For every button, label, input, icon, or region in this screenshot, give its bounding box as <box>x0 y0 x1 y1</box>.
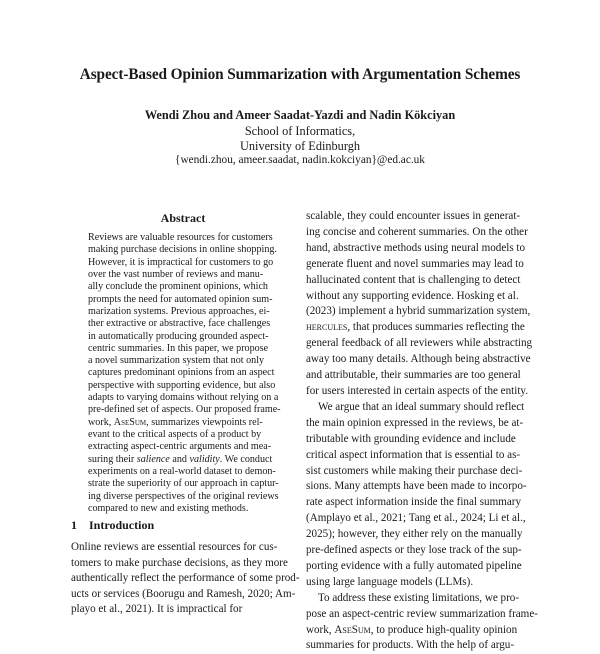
text-line: experiments on a real-world dataset to demon- <box>88 465 276 477</box>
abstract-text <box>88 232 280 515</box>
text-line: critical aspect information that is essential to as- <box>306 448 521 461</box>
text-line: marization systems. Previous approaches, ei- <box>88 305 270 317</box>
text-line: away too many details. Although being abstractive <box>306 353 531 366</box>
text-line: making purchase decisions in online shopping. <box>88 244 277 256</box>
abstract-heading: Abstract <box>160 211 206 225</box>
text-line: rate aspect information inside the final summary <box>306 496 522 509</box>
text-line: a novel summarization system that not only <box>88 355 265 367</box>
text-line: sist customers while making their purchase deci- <box>306 464 523 477</box>
section-number: 1 <box>71 518 77 532</box>
text-line: general feedback of all reviewers while abstracting <box>306 337 533 350</box>
text-line: To address these existing limitations, we pro- <box>318 591 520 604</box>
text-line: tomers to make purchase decisions, as they more <box>71 556 288 569</box>
text-line: 2025); however, they either rely on the manually <box>306 528 523 541</box>
text-line: Online reviews are essential resources for cus- <box>71 541 278 553</box>
affiliation-school: School of Informatics, <box>244 124 356 138</box>
text-line: prompts the need for automated opinion sum- <box>88 293 273 305</box>
text-line: Reviews are valuable resources for customers <box>88 232 273 243</box>
author-list: Wendi Zhou and Ameer Saadat-Yazdi and Nadin Kökciyan <box>144 108 456 122</box>
text-line: hallucinated content that is challenging to detect <box>306 273 521 286</box>
text-line: work, AseSum, summarizes viewpoints rel- <box>88 416 263 428</box>
text-line: in automatically producing grounded aspect- <box>88 330 269 342</box>
author-emails: {wendi.zhou, ameer.saadat, nadin.kokciyan}@ed.ac.uk <box>175 154 425 166</box>
text-line: ing diverse perspectives of the original reviews <box>88 490 279 502</box>
text-line: ther extractive or abstractive, face challenges <box>88 318 271 330</box>
text-line: scalable, they could encounter issues in generat- <box>306 210 521 222</box>
text-line: and attributable, their summaries are too general <box>306 369 521 382</box>
text-line: ing concise and coherent summaries. On the other <box>306 225 528 238</box>
text-line: compared to new and existing methods. <box>88 502 249 514</box>
text-line: using large language models (LLMs). <box>306 575 474 588</box>
text-line: tributable with grounding evidence and include <box>306 432 516 445</box>
text-line: over the vast number of reviews and manu- <box>88 268 264 280</box>
section-title: Introduction <box>89 518 155 532</box>
text-line: However, it is impractical for customers to go <box>88 256 274 268</box>
text-line: ally conclude the prominent opinions, which <box>88 281 268 293</box>
text-line: for users interested in certain aspects of the entity. <box>306 384 528 397</box>
text-line: hand, abstractive methods using neural models to <box>306 241 526 254</box>
text-line: pre-defined set of aspects. Our proposed frame- <box>88 404 281 416</box>
text-line: work, AseSum, to produce high-quality opinion <box>306 623 518 636</box>
right-column-text <box>306 209 538 654</box>
affiliation-university: University of Edinburgh <box>240 139 360 153</box>
introduction-text <box>71 540 300 618</box>
text-line: extracting aspect-centric arguments and mea- <box>88 441 272 453</box>
text-line: (2023) implement a hybrid summarization system, <box>306 305 531 318</box>
text-line: captures predominant opinions from an aspect <box>88 367 275 379</box>
text-line: strate the superiority of our approach in captur- <box>88 478 279 490</box>
text-line: hercules, that produces summaries reflecting the <box>306 321 525 334</box>
paper-title: Aspect-Based Opinion Summarization with Argumentation Schemes <box>79 66 521 83</box>
text-line: suring their salience and validity. We conduct <box>88 453 273 465</box>
text-line: playo et al., 2021). It is impractical for <box>71 603 243 616</box>
text-line: without any supporting evidence. Hosking et al. <box>306 289 519 302</box>
text-line: ucts or services (Boorugu and Ramesh, 2020; Am- <box>71 587 296 600</box>
text-line: We argue that an ideal summary should reflect <box>318 400 525 413</box>
text-line: evant to the critical aspects of a product by <box>88 429 262 440</box>
text-line: pose an aspect-centric review summarization frame- <box>306 607 538 620</box>
text-line: authentically reflect the performance of some prod- <box>71 572 300 585</box>
text-line: sions. Many attempts have been made to incorpo- <box>306 480 527 493</box>
text-line: porting evidence with a fully automated pipeline <box>306 559 522 572</box>
text-line: generate fluent and novel summaries may lead to <box>306 257 524 270</box>
text-line: (Amplayo et al., 2021; Tang et al., 2024; Li et al., <box>306 512 526 525</box>
section-heading-introduction <box>71 518 291 533</box>
text-line: centric summaries. In this paper, we propose <box>88 342 269 354</box>
text-line: perspective with supporting evidence, but also <box>88 379 276 391</box>
text-line: pre-defined aspects or they lose track of the sup- <box>306 544 522 557</box>
text-line: summaries for products. With the help of argu- <box>306 639 515 652</box>
text-line: adapts to varying domains without relying on a <box>88 392 279 404</box>
text-line: the main opinion expressed in the reviews, be at- <box>306 416 524 429</box>
